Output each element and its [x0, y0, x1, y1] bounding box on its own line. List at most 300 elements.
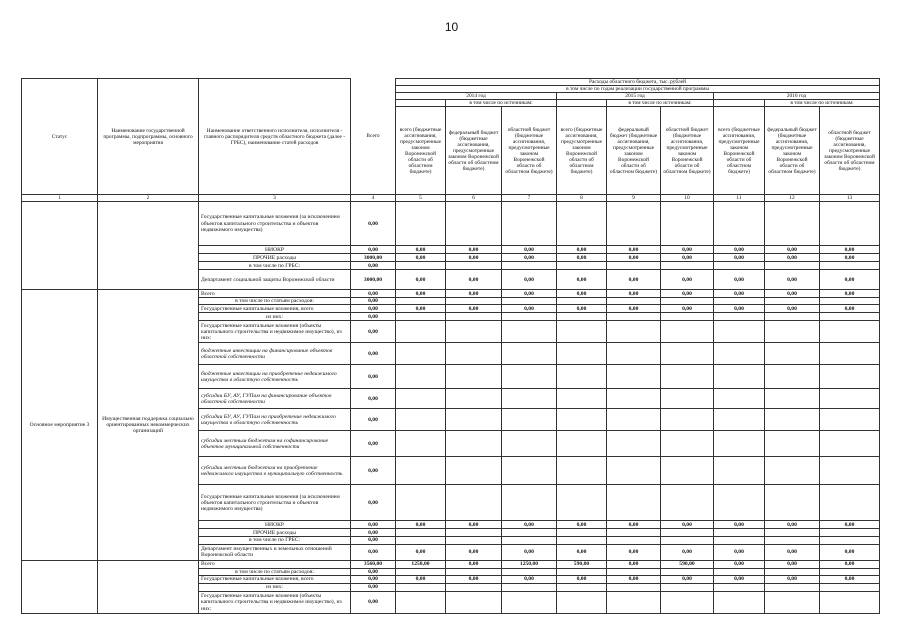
value-cell: 0,00: [446, 575, 502, 583]
value-cell: [502, 568, 557, 575]
row-total: 0,00: [351, 529, 396, 537]
row-total: 3000,00: [351, 254, 396, 262]
header-col-5: всего (бюджетные ассигнования, предусмотренные законом Воронежской области об областном бюджете): [396, 107, 446, 195]
value-cell: [661, 389, 714, 409]
value-cell: [396, 568, 446, 575]
value-cell: 0,00: [446, 254, 502, 262]
value-cell: 0,00: [396, 521, 446, 529]
value-cell: [607, 485, 661, 521]
value-cell: [661, 568, 714, 575]
value-cell: [765, 591, 820, 613]
value-cell: 0,00: [661, 270, 714, 290]
value-cell: [820, 591, 880, 613]
value-cell: 0,00: [502, 521, 557, 529]
header-status: Статус: [22, 79, 98, 195]
value-cell: [446, 457, 502, 485]
value-cell: 0,00: [714, 246, 765, 254]
value-cell: 0,00: [607, 560, 661, 568]
row-label: Департамент социальной защиты Воронежской области: [199, 270, 351, 290]
row-label: в том числе по ГРБС:: [199, 262, 351, 270]
row-status: [22, 202, 98, 290]
value-cell: 0,00: [820, 246, 880, 254]
value-cell: [714, 389, 765, 409]
value-cell: 1250,00: [396, 560, 446, 568]
value-cell: 0,00: [765, 305, 820, 313]
value-cell: [396, 431, 446, 457]
value-cell: 0,00: [765, 544, 820, 560]
row-total: 0,00: [351, 305, 396, 313]
value-cell: [820, 568, 880, 575]
value-cell: [661, 537, 714, 544]
value-cell: [502, 343, 557, 365]
value-cell: [820, 202, 880, 246]
row-label: в том числе по статьям расходов:: [199, 298, 351, 305]
value-cell: 0,00: [714, 521, 765, 529]
header-col-8: всего (бюджетные ассигнования, предусмотренные законом Воронежской области об областном бюджете): [557, 107, 607, 195]
value-cell: 0,00: [607, 246, 661, 254]
value-cell: [607, 591, 661, 613]
value-cell: [765, 321, 820, 343]
value-cell: [765, 298, 820, 305]
row-label: ПРОЧИЕ расходы: [199, 254, 351, 262]
value-cell: [714, 529, 765, 537]
value-cell: 0,00: [765, 246, 820, 254]
row-label: Государственные капитальные вложения, всего: [199, 575, 351, 583]
value-cell: [714, 365, 765, 389]
row-total: 0,00: [351, 583, 396, 591]
value-cell: [446, 343, 502, 365]
row-label: из них:: [199, 313, 351, 321]
page-number: 10: [444, 20, 459, 34]
value-cell: [820, 409, 880, 431]
value-cell: [661, 583, 714, 591]
value-cell: 0,00: [820, 560, 880, 568]
value-cell: [714, 343, 765, 365]
value-cell: [502, 583, 557, 591]
row-program-name: [98, 202, 199, 290]
header-col-13: областной бюджет (бюджетные ассигнования, предусмотренные законом Воронежской области об областном бюджете): [820, 107, 880, 195]
value-cell: [502, 321, 557, 343]
value-cell: [396, 313, 446, 321]
value-cell: [607, 298, 661, 305]
value-cell: [661, 591, 714, 613]
value-cell: [765, 343, 820, 365]
header-sources-2015: в том числе по источникам:: [607, 100, 714, 107]
value-cell: 0,00: [446, 290, 502, 298]
budget-table: [21, 78, 880, 614]
value-cell: 0,00: [714, 305, 765, 313]
value-cell: [446, 568, 502, 575]
value-cell: [820, 457, 880, 485]
value-cell: [820, 537, 880, 544]
value-cell: 0,00: [502, 290, 557, 298]
column-number: 1: [22, 195, 98, 202]
column-number: 13: [820, 195, 880, 202]
row-total: 0,00: [351, 321, 396, 343]
header-col-7: областной бюджет (бюджетные ассигнования, предусмотренные законом Воронежской области об областном бюджете): [502, 107, 557, 195]
value-cell: [446, 529, 502, 537]
value-cell: [661, 313, 714, 321]
column-number: 12: [765, 195, 820, 202]
value-cell: [714, 321, 765, 343]
row-total: 0,00: [351, 457, 396, 485]
value-cell: [820, 298, 880, 305]
value-cell: [714, 591, 765, 613]
value-cell: [446, 321, 502, 343]
row-label: из них:: [199, 583, 351, 591]
value-cell: [820, 313, 880, 321]
value-cell: [396, 485, 446, 521]
value-cell: 0,00: [607, 575, 661, 583]
value-cell: 0,00: [446, 270, 502, 290]
row-total: 0,00: [351, 409, 396, 431]
value-cell: [765, 365, 820, 389]
header-expenses: Расходы областного бюджета, тыс. рублей: [396, 79, 880, 86]
value-cell: [765, 313, 820, 321]
value-cell: 0,00: [557, 246, 607, 254]
value-cell: [661, 457, 714, 485]
value-cell: 0,00: [502, 246, 557, 254]
row-total: 0,00: [351, 544, 396, 560]
value-cell: 0,00: [661, 575, 714, 583]
row-total: 3560,00: [351, 560, 396, 568]
row-label: НИОКР: [199, 521, 351, 529]
row-label: ПРОЧИЕ расходы: [199, 529, 351, 537]
row-total: 0,00: [351, 262, 396, 270]
value-cell: [557, 389, 607, 409]
value-cell: [820, 389, 880, 409]
value-cell: 0,00: [607, 254, 661, 262]
header-program-name: Наименование государственной программы, подпрограммы, основного мероприятия: [98, 79, 199, 195]
value-cell: 0,00: [661, 254, 714, 262]
value-cell: [661, 409, 714, 431]
value-cell: 0,00: [557, 254, 607, 262]
value-cell: [607, 568, 661, 575]
value-cell: [820, 365, 880, 389]
row-total: 0,00: [351, 521, 396, 529]
value-cell: [607, 409, 661, 431]
value-cell: [396, 365, 446, 389]
value-cell: 0,00: [502, 305, 557, 313]
value-cell: [765, 431, 820, 457]
value-cell: 0,00: [661, 305, 714, 313]
table-row: [22, 290, 880, 298]
value-cell: [661, 431, 714, 457]
header-by-years: в том числе по годам реализации государственной программы: [396, 86, 880, 93]
header-sources-2014: в том числе по источникам:: [446, 100, 557, 107]
value-cell: 0,00: [607, 521, 661, 529]
value-cell: [557, 202, 607, 246]
value-cell: [661, 202, 714, 246]
row-label: Государственные капитальные вложения, всего: [199, 305, 351, 313]
value-cell: 0,00: [607, 544, 661, 560]
value-cell: [820, 321, 880, 343]
value-cell: 0,00: [765, 270, 820, 290]
value-cell: 0,00: [396, 254, 446, 262]
value-cell: [661, 343, 714, 365]
row-total: 0,00: [351, 202, 396, 246]
value-cell: [765, 262, 820, 270]
header-col-10: областной бюджет (бюджетные ассигнования, предусмотренные законом Воронежской области об областном бюджете): [661, 107, 714, 195]
value-cell: [446, 389, 502, 409]
value-cell: [607, 313, 661, 321]
value-cell: 0,00: [557, 575, 607, 583]
value-cell: [502, 262, 557, 270]
row-status: Основное мероприятие 3: [22, 290, 98, 561]
column-number: 9: [607, 195, 661, 202]
value-cell: [502, 591, 557, 613]
value-cell: 0,00: [820, 290, 880, 298]
value-cell: [714, 485, 765, 521]
value-cell: 0,00: [502, 575, 557, 583]
value-cell: [446, 591, 502, 613]
value-cell: 0,00: [714, 290, 765, 298]
value-cell: 0,00: [557, 521, 607, 529]
value-cell: [396, 202, 446, 246]
value-cell: [557, 529, 607, 537]
row-total: 0,00: [351, 485, 396, 521]
value-cell: [557, 365, 607, 389]
value-cell: 0,00: [765, 254, 820, 262]
value-cell: [714, 457, 765, 485]
value-cell: [765, 457, 820, 485]
column-number: 5: [396, 195, 446, 202]
row-label: в том числе по ГРБС:: [199, 537, 351, 544]
header-col-9: федеральный бюджет (бюджетные ассигнования, предусмотренные законом Воронежской области об областном бюджете): [607, 107, 661, 195]
value-cell: 0,00: [396, 575, 446, 583]
row-label: Государственные капитальные вложения (за исключением объектов капитального строительства и объектов недвижимого имущества): [199, 485, 351, 521]
value-cell: 0,00: [446, 305, 502, 313]
value-cell: 0,00: [607, 290, 661, 298]
value-cell: [502, 529, 557, 537]
table-row: [22, 560, 880, 568]
value-cell: [765, 583, 820, 591]
value-cell: [714, 313, 765, 321]
value-cell: [557, 485, 607, 521]
value-cell: 0,00: [557, 305, 607, 313]
value-cell: [557, 591, 607, 613]
value-cell: 0,00: [557, 544, 607, 560]
row-label: в том числе по статьям расходов:: [199, 568, 351, 575]
value-cell: [820, 583, 880, 591]
value-cell: [714, 409, 765, 431]
row-label: бюджетные инвестиции на приобретение недвижимого имущества в областную собственность: [199, 365, 351, 389]
value-cell: [446, 262, 502, 270]
value-cell: [446, 583, 502, 591]
value-cell: [607, 389, 661, 409]
value-cell: [502, 537, 557, 544]
value-cell: [502, 409, 557, 431]
value-cell: 0,00: [446, 560, 502, 568]
row-label: Государственные капитальные вложения (объекты капитального строительства и недвижимое имущество), из них:: [199, 591, 351, 613]
value-cell: [607, 262, 661, 270]
value-cell: 0,00: [396, 544, 446, 560]
value-cell: [396, 298, 446, 305]
row-program-name: [98, 560, 199, 613]
value-cell: [446, 298, 502, 305]
column-number: 4: [351, 195, 396, 202]
value-cell: [607, 202, 661, 246]
value-cell: [557, 409, 607, 431]
value-cell: [396, 409, 446, 431]
value-cell: 0,00: [661, 290, 714, 298]
value-cell: [607, 583, 661, 591]
header-responsible: Наименование ответственного исполнителя, исполнителя - главного распорядителя средств областного бюджета (далее - ГРБС), наименование статей расходов: [199, 79, 351, 195]
value-cell: [661, 365, 714, 389]
value-cell: 0,00: [820, 305, 880, 313]
value-cell: [446, 431, 502, 457]
value-cell: [502, 298, 557, 305]
value-cell: [607, 365, 661, 389]
column-number: 3: [199, 195, 351, 202]
value-cell: [557, 431, 607, 457]
value-cell: [502, 485, 557, 521]
value-cell: [820, 529, 880, 537]
value-cell: [396, 591, 446, 613]
value-cell: 0,00: [714, 254, 765, 262]
row-total: 0,00: [351, 343, 396, 365]
row-label: Государственные капитальные вложения (объекты капитального строительства и недвижимое имущество), из них:: [199, 321, 351, 343]
row-total: 0,00: [351, 365, 396, 389]
value-cell: [607, 343, 661, 365]
value-cell: 0,00: [446, 246, 502, 254]
value-cell: [765, 202, 820, 246]
value-cell: [661, 321, 714, 343]
row-total: 0,00: [351, 568, 396, 575]
row-status: [22, 560, 98, 613]
value-cell: 0,00: [502, 270, 557, 290]
value-cell: 0,00: [661, 521, 714, 529]
value-cell: 0,00: [765, 290, 820, 298]
value-cell: [557, 298, 607, 305]
value-cell: 0,00: [502, 544, 557, 560]
row-program-name: Имущественная поддержка социально ориентированных некоммерческих организаций: [98, 290, 199, 561]
value-cell: [765, 529, 820, 537]
value-cell: [396, 343, 446, 365]
row-total: 0,00: [351, 575, 396, 583]
value-cell: 0,00: [557, 290, 607, 298]
row-label: бюджетные инвестиции на финансирование объектов областной собственности: [199, 343, 351, 365]
value-cell: [765, 568, 820, 575]
header-col-6: федеральный бюджет (бюджетные ассигнования, предусмотренные законом Воронежской области об областном бюджете): [446, 107, 502, 195]
value-cell: 1250,00: [502, 560, 557, 568]
value-cell: 0,00: [502, 254, 557, 262]
row-label: НИОКР: [199, 246, 351, 254]
value-cell: [820, 485, 880, 521]
value-cell: 0,00: [607, 270, 661, 290]
value-cell: 0,00: [714, 575, 765, 583]
value-cell: 590,00: [557, 560, 607, 568]
header-year-2016: 2016 год: [714, 93, 880, 100]
value-cell: [607, 321, 661, 343]
value-cell: 0,00: [446, 544, 502, 560]
value-cell: 0,00: [396, 246, 446, 254]
row-total: 0,00: [351, 290, 396, 298]
value-cell: [557, 262, 607, 270]
value-cell: [502, 431, 557, 457]
row-label: Всего: [199, 290, 351, 298]
header-col-12: федеральный бюджет (бюджетные ассигнования, предусмотренные законом Воронежской области об областном бюджете): [765, 107, 820, 195]
value-cell: [502, 313, 557, 321]
value-cell: 0,00: [661, 246, 714, 254]
value-cell: 0,00: [820, 544, 880, 560]
value-cell: [661, 529, 714, 537]
row-label: субсидии местным бюджетам на софинансирование объектов муниципальной собственности: [199, 431, 351, 457]
value-cell: [446, 485, 502, 521]
value-cell: [557, 343, 607, 365]
value-cell: [502, 389, 557, 409]
table-row: [22, 202, 880, 246]
column-number: 7: [502, 195, 557, 202]
value-cell: 0,00: [765, 560, 820, 568]
value-cell: [607, 457, 661, 485]
value-cell: [714, 583, 765, 591]
value-cell: [396, 583, 446, 591]
value-cell: [502, 202, 557, 246]
header-sources-2016: в том числе по источникам:: [765, 100, 880, 107]
value-cell: [396, 457, 446, 485]
value-cell: [714, 262, 765, 270]
row-total: 0,00: [351, 431, 396, 457]
value-cell: [396, 537, 446, 544]
value-cell: [396, 262, 446, 270]
column-number: 8: [557, 195, 607, 202]
value-cell: [714, 568, 765, 575]
header-total: Всего: [351, 79, 396, 195]
row-label: субсидии местным бюджетам на приобретение недвижимого имущества в муниципальную собственность: [199, 457, 351, 485]
value-cell: 0,00: [765, 521, 820, 529]
header-year-2015: 2015 год: [557, 93, 714, 100]
value-cell: [396, 529, 446, 537]
column-number: 6: [446, 195, 502, 202]
row-label: Департамент имущественных и земельных отношений Воронежской области: [199, 544, 351, 560]
column-number: 2: [98, 195, 199, 202]
value-cell: [765, 485, 820, 521]
value-cell: [607, 537, 661, 544]
value-cell: [820, 262, 880, 270]
value-cell: [820, 431, 880, 457]
value-cell: [765, 537, 820, 544]
value-cell: [446, 202, 502, 246]
column-number: 10: [661, 195, 714, 202]
header-col-11: всего (бюджетные ассигнования, предусмотренные законом Воронежской области об областном бюджете): [714, 107, 765, 195]
value-cell: [446, 313, 502, 321]
value-cell: [714, 431, 765, 457]
value-cell: [820, 343, 880, 365]
value-cell: [557, 313, 607, 321]
row-label: субсидии БУ, АУ, ГУПам на приобретение недвижимого имущества в областную собственность: [199, 409, 351, 431]
value-cell: 0,00: [446, 521, 502, 529]
row-label: субсидии БУ, АУ, ГУПам на финансирование объектов областной собственности: [199, 389, 351, 409]
row-total: 0,00: [351, 591, 396, 613]
column-number: 11: [714, 195, 765, 202]
row-total: 3000,00: [351, 270, 396, 290]
value-cell: [661, 485, 714, 521]
value-cell: [607, 431, 661, 457]
value-cell: 0,00: [607, 305, 661, 313]
row-total: 0,00: [351, 313, 396, 321]
value-cell: 0,00: [820, 270, 880, 290]
value-cell: [502, 365, 557, 389]
row-total: 0,00: [351, 298, 396, 305]
value-cell: 0,00: [396, 305, 446, 313]
value-cell: [714, 537, 765, 544]
value-cell: [396, 389, 446, 409]
value-cell: 0,00: [820, 254, 880, 262]
row-label: Государственные капитальные вложения (за исключением объектов капитального строительства и объектов недвижимого имущества): [199, 202, 351, 246]
value-cell: [502, 457, 557, 485]
row-total: 0,00: [351, 389, 396, 409]
